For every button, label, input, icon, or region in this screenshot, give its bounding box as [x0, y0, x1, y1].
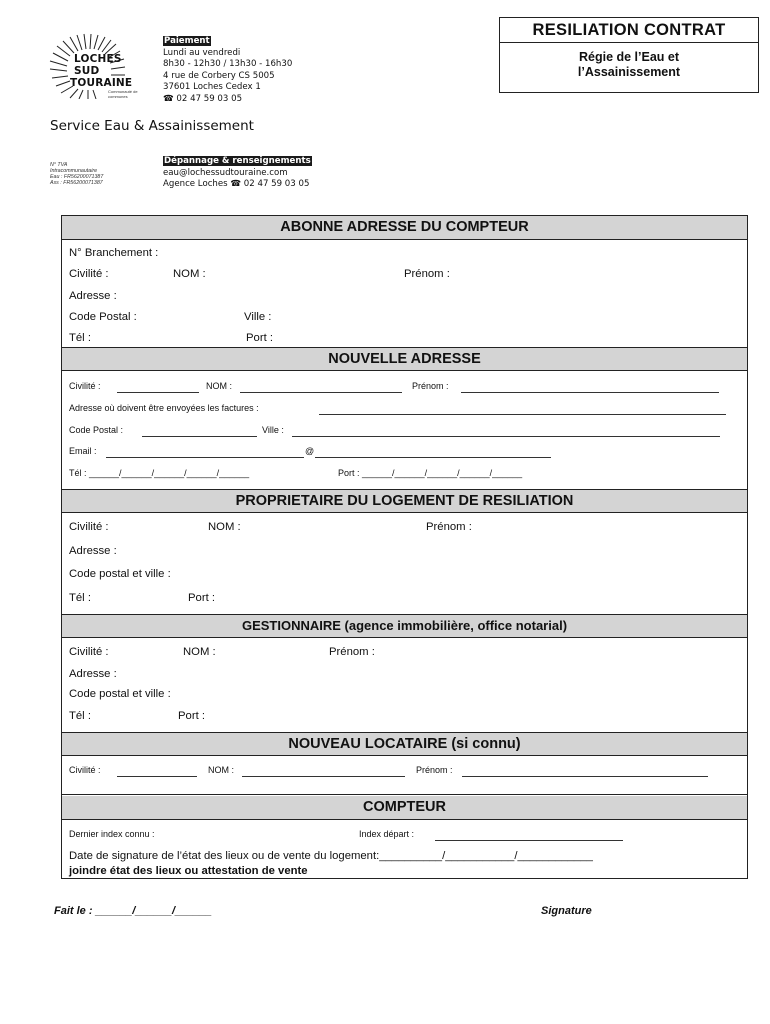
- label-adresse: Adresse :: [69, 545, 117, 557]
- port-field[interactable]: Port : ______/______/______/______/______: [338, 468, 523, 478]
- signature-label: Signature: [541, 905, 592, 917]
- label-civilite: Civilité :: [69, 646, 109, 658]
- resiliation-form: [61, 215, 748, 879]
- label-nom: NOM :: [208, 765, 234, 775]
- fait-le-field[interactable]: Fait le : ______/______/______: [54, 905, 212, 917]
- label-nom: NOM :: [206, 381, 232, 391]
- tva-line: Eau : FR56200071387: [50, 174, 104, 180]
- label-ville: Ville :: [244, 311, 272, 323]
- payment-line: 8h30 - 12h30 / 13h30 - 16h30: [163, 59, 293, 70]
- payment-phone: ☎ 02 47 59 03 05: [163, 93, 243, 104]
- label-port: Port :: [178, 710, 205, 722]
- label-tel: Tél :: [69, 332, 91, 344]
- payment-line: 37601 Loches Cedex 1: [163, 82, 261, 93]
- section-divider: [62, 794, 747, 795]
- section-header-nouveau-locataire: NOUVEAU LOCATAIRE (si connu): [62, 732, 747, 756]
- label-prenom: Prénom :: [416, 765, 453, 775]
- tva-info: [50, 162, 103, 186]
- label-cp-ville: Code postal et ville :: [69, 568, 171, 580]
- label-prenom: Prénom :: [404, 268, 450, 280]
- payment-info: [163, 36, 292, 106]
- label-adresse: Adresse :: [69, 290, 117, 302]
- label-tel: Tél :: [69, 710, 91, 722]
- section-header-gestionnaire: GESTIONNAIRE (agence immobilière, office notarial): [62, 614, 747, 638]
- label-adresse-factures: Adresse où doivent être envoyées les factures :: [69, 403, 259, 413]
- prenom-field[interactable]: [462, 776, 708, 777]
- loches-sud-touraine-logo: [48, 33, 158, 99]
- prenom-field[interactable]: [461, 392, 719, 393]
- label-tel: Tél :: [69, 592, 91, 604]
- label-cp-ville: Code postal et ville :: [69, 688, 171, 700]
- civilite-field[interactable]: [117, 776, 197, 777]
- email-at-sign: @: [305, 446, 315, 456]
- payment-heading: Paiement: [164, 36, 210, 46]
- label-civilite: Civilité :: [69, 381, 101, 391]
- depannage-phone: Agence Loches ☎ 02 47 59 03 05: [163, 179, 310, 190]
- document-title: RESILIATION CONTRAT: [500, 18, 758, 43]
- tel-field[interactable]: Tél : ______/______/______/______/______: [69, 468, 250, 478]
- section-header-abonne: ABONNE ADRESSE DU COMPTEUR: [62, 216, 747, 240]
- label-email: Email :: [69, 446, 97, 456]
- tva-line: Intracommunautaire: [50, 168, 98, 174]
- adresse-factures-field[interactable]: [319, 414, 726, 415]
- label-nom: NOM :: [183, 646, 216, 658]
- tva-line: N° TVA: [50, 162, 68, 168]
- document-title-box: [499, 17, 759, 93]
- service-name: Service Eau & Assainissement: [50, 118, 254, 134]
- civilite-field[interactable]: [117, 392, 199, 393]
- label-ville: Ville :: [262, 425, 284, 435]
- label-civilite: Civilité :: [69, 765, 101, 775]
- label-port: Port :: [246, 332, 273, 344]
- label-branchement: N° Branchement :: [69, 247, 159, 259]
- nom-field[interactable]: [242, 776, 405, 777]
- label-code-postal: Code Postal :: [69, 425, 124, 435]
- subtitle-line-1: Régie de l’Eau et: [578, 50, 680, 64]
- section-header-nouvelle-adresse: NOUVELLE ADRESSE: [62, 347, 747, 371]
- logo-text-sud: SUD: [74, 65, 100, 77]
- subtitle-line-2: l’Assainissement: [577, 65, 681, 79]
- section-header-proprietaire: PROPRIETAIRE DU LOGEMENT DE RESILIATION: [62, 489, 747, 513]
- depannage-heading: Dépannage & renseignements: [164, 156, 311, 166]
- label-prenom: Prénom :: [412, 381, 449, 391]
- label-nom: NOM :: [208, 521, 241, 533]
- document-subtitle: [500, 43, 758, 80]
- tva-line: Ass : FR56200071387: [50, 180, 103, 186]
- depannage-email[interactable]: eau@lochessudtouraine.com: [163, 167, 288, 178]
- date-signature-field[interactable]: Date de signature de l’état des lieux ou de vente du logement:__________/___________/____________: [69, 850, 593, 862]
- label-prenom: Prénom :: [426, 521, 472, 533]
- ville-field[interactable]: [292, 436, 720, 437]
- label-civilite: Civilité :: [69, 521, 109, 533]
- logo-tagline: Communauté de communes: [108, 89, 138, 99]
- label-nom: NOM :: [173, 268, 206, 280]
- label-port: Port :: [188, 592, 215, 604]
- label-civilite: Civilité :: [69, 268, 109, 280]
- joindre-note: joindre état des lieux ou attestation de vente: [69, 865, 308, 877]
- logo-text-touraine: TOURAINE: [70, 77, 133, 89]
- label-adresse: Adresse :: [69, 668, 117, 680]
- label-index-depart: Index départ :: [359, 829, 415, 839]
- label-dernier-index: Dernier index connu :: [69, 829, 155, 839]
- payment-line: Lundi au vendredi: [163, 47, 241, 58]
- label-code-postal: Code Postal :: [69, 311, 137, 323]
- nom-field[interactable]: [240, 392, 402, 393]
- index-depart-field[interactable]: [435, 840, 623, 841]
- depannage-info: [163, 156, 312, 191]
- email-domain-field[interactable]: [315, 457, 551, 458]
- payment-line: 4 rue de Corbery CS 5005: [163, 70, 275, 81]
- code-postal-field[interactable]: [142, 436, 257, 437]
- section-header-compteur: COMPTEUR: [62, 796, 747, 820]
- email-user-field[interactable]: [106, 457, 304, 458]
- logo-text-loches: LOCHES: [74, 53, 122, 65]
- label-prenom: Prénom :: [329, 646, 375, 658]
